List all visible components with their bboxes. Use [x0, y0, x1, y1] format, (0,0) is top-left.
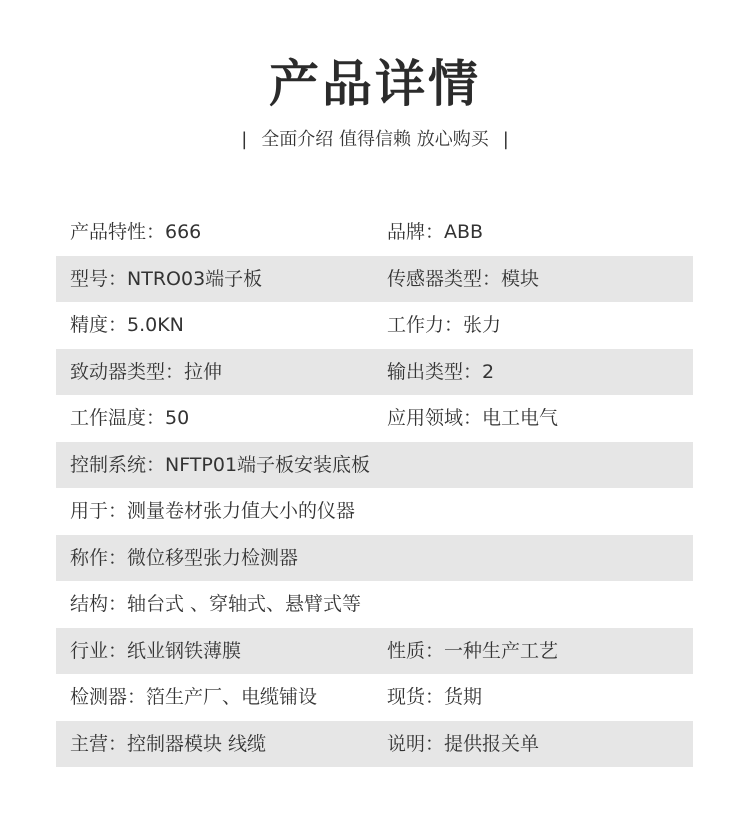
page-subtitle	[0, 127, 750, 153]
page-title: 产品详情	[269, 55, 481, 113]
spec-main-business: 主营：控制器模块 线缆	[70, 732, 267, 755]
spec-row-12	[56, 721, 693, 768]
spec-table	[56, 209, 693, 767]
spec-brand: 品牌：ABB	[387, 221, 484, 243]
spec-output-type: 输出类型：2	[387, 360, 495, 383]
subtitle-bar-left: |	[241, 129, 248, 150]
subtitle-text: 全面介绍 值得信赖 放心购买	[261, 129, 489, 150]
spec-application-field: 应用领域：电工电气	[387, 407, 559, 429]
spec-sensor-type: 传感器类型：模块	[387, 267, 540, 290]
spec-characteristic: 产品特性：666	[70, 221, 202, 243]
spec-row-1	[56, 209, 693, 256]
spec-row-3	[56, 302, 693, 349]
spec-row-7	[56, 488, 693, 535]
spec-row-10	[56, 628, 693, 675]
spec-precision: 精度：5.0KN	[70, 314, 184, 336]
spec-industry: 行业：纸业钢铁薄膜	[70, 639, 242, 662]
spec-row-8	[56, 535, 693, 582]
spec-designation: 称作：微位移型张力检测器	[70, 546, 299, 569]
spec-row-4	[56, 349, 693, 396]
spec-row-9	[56, 581, 693, 628]
spec-row-2	[56, 256, 693, 303]
spec-usage: 用于：测量卷材张力值大小的仪器	[70, 500, 356, 522]
spec-nature: 性质：一种生产工艺	[387, 639, 559, 662]
spec-stock: 现货：货期	[387, 686, 483, 708]
spec-row-5	[56, 395, 693, 442]
spec-control-system: 控制系统：NFTP01端子板安装底板	[70, 453, 371, 476]
spec-detector: 检测器：箔生产厂、电缆铺设	[70, 686, 318, 708]
spec-row-11	[56, 674, 693, 721]
spec-actuator-type: 致动器类型：拉伸	[70, 360, 223, 383]
spec-row-6	[56, 442, 693, 489]
spec-model: 型号：NTRO03端子板	[70, 267, 263, 290]
spec-note: 说明：提供报关单	[387, 732, 540, 755]
subtitle-bar-right: |	[502, 129, 509, 150]
spec-structure: 结构：轴台式 、穿轴式、悬臂式等	[70, 593, 362, 615]
spec-working-force: 工作力：张力	[387, 314, 502, 336]
spec-working-temperature: 工作温度：50	[70, 407, 190, 429]
